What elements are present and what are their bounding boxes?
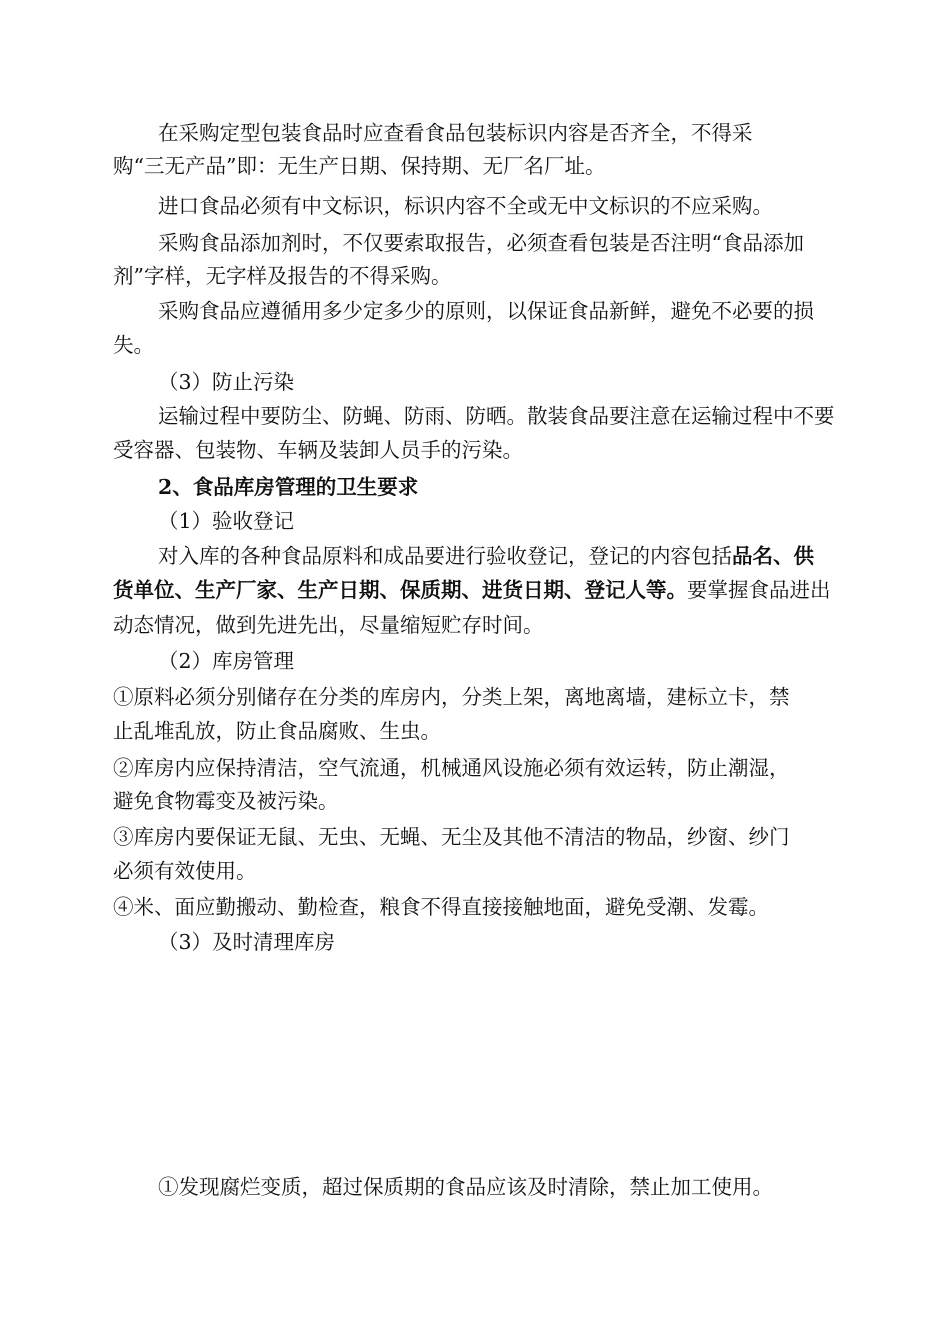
text-line: 动态情况，做到先进先出，尽量缩短贮存时间。	[113, 613, 544, 637]
text-bold: 货单位、生产厂家、生产日期、保质期、进货日期、登记人等。	[113, 578, 687, 602]
text-line: ④米、面应勤搬动、勤检查，粮食不得直接接触地面，避免受潮、发霉。	[113, 895, 769, 919]
text-line: 进口食品必须有中文标识，标识内容不全或无中文标识的不应采购。	[158, 194, 773, 218]
text-line: 止乱堆乱放，防止食品腐败、生虫。	[113, 719, 441, 743]
text-bold: 品名、供	[732, 544, 814, 568]
subsection-heading: （3）防止污染	[158, 370, 295, 394]
text-line: 受容器、包装物、车辆及装卸人员手的污染。	[113, 438, 523, 462]
text-line: 采购食品应遵循用多少定多少的原则，以保证食品新鲜，避免不必要的损	[158, 299, 814, 323]
text-line: 运输过程中要防尘、防蝇、防雨、防晒。散装食品要注意在运输过程中不要	[158, 404, 835, 428]
text-line: 采购食品添加剂时，不仅要索取报告，必须查看包装是否注明“食品添加	[158, 231, 804, 255]
text-line: ③库房内要保证无鼠、无虫、无蝇、无尘及其他不清洁的物品，纱窗、纱门	[113, 825, 790, 849]
text-line: 剂”字样，无字样及报告的不得采购。	[113, 264, 452, 288]
text-line: 避免食物霉变及被污染。	[113, 789, 339, 813]
text-normal: 要掌握食品进出	[687, 578, 831, 602]
text-line: ①原料必须分别储存在分类的库房内，分类上架，离地离墙，建标立卡，禁	[113, 685, 790, 709]
text-line: 购“三无产品”即：无生产日期、保持期、无厂名厂址。	[113, 154, 606, 178]
text-line: 必须有效使用。	[113, 859, 257, 883]
text-line	[113, 577, 831, 603]
text-normal: 对入库的各种食品原料和成品要进行验收登记，登记的内容包括	[158, 544, 732, 568]
text-line: ①发现腐烂变质，超过保质期的食品应该及时清除，禁止加工使用。	[158, 1175, 773, 1199]
text-line: ②库房内应保持清洁，空气流通，机械通风设施必须有效运转，防止潮湿，	[113, 756, 790, 780]
subsection-heading: （3）及时清理库房	[158, 930, 336, 954]
text-line: 在采购定型包装食品时应查看食品包装标识内容是否齐全，不得采	[158, 121, 753, 145]
section-heading: 2、食品库房管理的卫生要求	[158, 475, 419, 499]
subsection-heading: （1）验收登记	[158, 509, 295, 533]
text-line: 失。	[113, 333, 154, 357]
subsection-heading: （2）库房管理	[158, 649, 295, 673]
text-line	[158, 543, 814, 569]
